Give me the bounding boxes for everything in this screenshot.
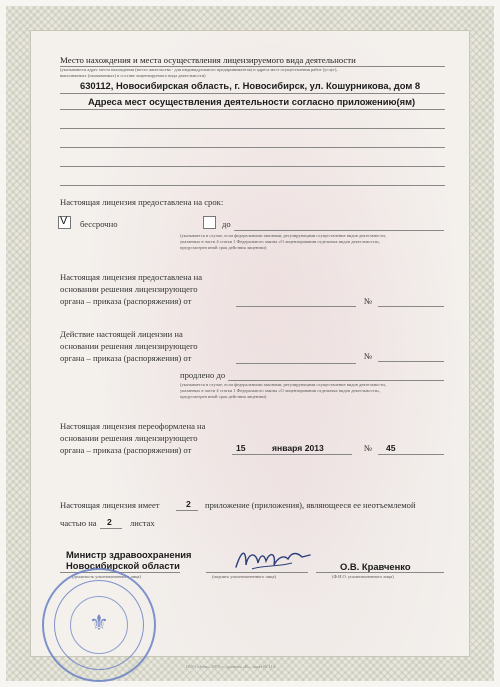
granted-line-1: Настоящая лицензия предоставлена на: [60, 272, 203, 282]
reissued-day: 15: [236, 443, 246, 453]
appendix-pages-suffix: листах: [130, 518, 155, 528]
validity-number-label: №: [364, 351, 373, 361]
extended-label: продлено до: [180, 370, 226, 380]
perpetual-label: бессрочно: [80, 219, 118, 229]
validity-note-1: (указывается в случае, если федеральными законами, регулирующими осуществление видов деятельности,: [180, 382, 386, 387]
until-checkbox: [203, 216, 216, 229]
official-seal: [42, 568, 156, 682]
appendix-count: 2: [186, 499, 191, 509]
appendix-prefix: Настоящая лицензия имеет: [60, 500, 160, 510]
name-note: (Ф.И.О. уполномоченного лица): [332, 574, 394, 579]
term-note-2: указанных в части 4 статьи 1 Федерального закона «О лицензировании отдельных видов деятельности»,: [180, 239, 381, 244]
print-info: ООО «Знак» 2013 г., уровень «В», заказ № 114: [186, 664, 276, 669]
location-note-2: выполняемых (оказываемых) в составе лицензируемого вида деятельности): [60, 73, 206, 78]
signature-image: [232, 545, 312, 575]
validity-note-2: указанных в части 4 статьи 1 Федерального закона «О лицензировании отдельных видов деятельности»,: [180, 388, 381, 393]
appendix-part-prefix: частью на: [60, 518, 97, 528]
validity-line-2: основании решения лицензирующего: [60, 341, 198, 351]
validity-note-3: предусмотрен иной срок действия лицензии): [180, 394, 267, 399]
signature-note: (подпись уполномоченного лица): [212, 574, 276, 579]
reissued-month-year: января 2013: [272, 443, 324, 453]
reissued-line-1: Настоящая лицензия переоформлена на: [60, 421, 206, 431]
coat-of-arms-icon: ⚜: [89, 611, 109, 636]
reissued-line-2: основании решения лицензирующего: [60, 433, 198, 443]
granted-line-3: органа – приказа (распоряжения) от: [60, 296, 192, 306]
perpetual-checkbox: [58, 216, 71, 229]
perpetual-checkmark: V: [60, 215, 68, 227]
addresses-reference: Адреса мест осуществления деятельности согласно приложению(ям): [88, 96, 416, 107]
signatory-position-2: Новосибирской области: [66, 560, 180, 571]
appendix-suffix: приложение (приложения), являющееся ее неотъемлемой: [205, 500, 416, 510]
reissued-number: 45: [386, 443, 396, 453]
reissued-number-label: №: [364, 443, 373, 453]
location-note-1: (указываются адрес места нахождения (место жительства - для индивидуального предпринимателя) и адреса мест осуществления работ (услуг),: [60, 67, 338, 72]
term-note-3: предусмотрен иной срок действия лицензии): [180, 245, 267, 250]
appendix-pages: 2: [107, 517, 112, 527]
until-label: до: [222, 219, 231, 229]
signatory-name: О.В. Кравченко: [340, 561, 411, 572]
reissued-line-3: органа – приказа (распоряжения) от: [60, 445, 192, 455]
granted-number-label: №: [364, 296, 373, 306]
location-title: Место нахождения и места осуществления лицензируемого вида деятельности: [60, 55, 356, 65]
signatory-position-1: Министр здравоохранения: [66, 549, 192, 560]
term-note-1: (указывается в случае, если федеральными законами, регулирующими осуществление видов деятельности,: [180, 233, 386, 238]
granted-line-2: основании решения лицензирующего: [60, 284, 198, 294]
term-label: Настоящая лицензия предоставлена на срок:: [60, 197, 224, 207]
validity-line-3: органа – приказа (распоряжения) от: [60, 353, 192, 363]
validity-line-1: Действие настоящей лицензии на: [60, 329, 183, 339]
address-text: 630112, Новосибирская область, г. Новосибирск, ул. Кошурникова, дом 8: [80, 80, 421, 91]
position-note: (должность уполномоченного лица): [72, 574, 141, 579]
